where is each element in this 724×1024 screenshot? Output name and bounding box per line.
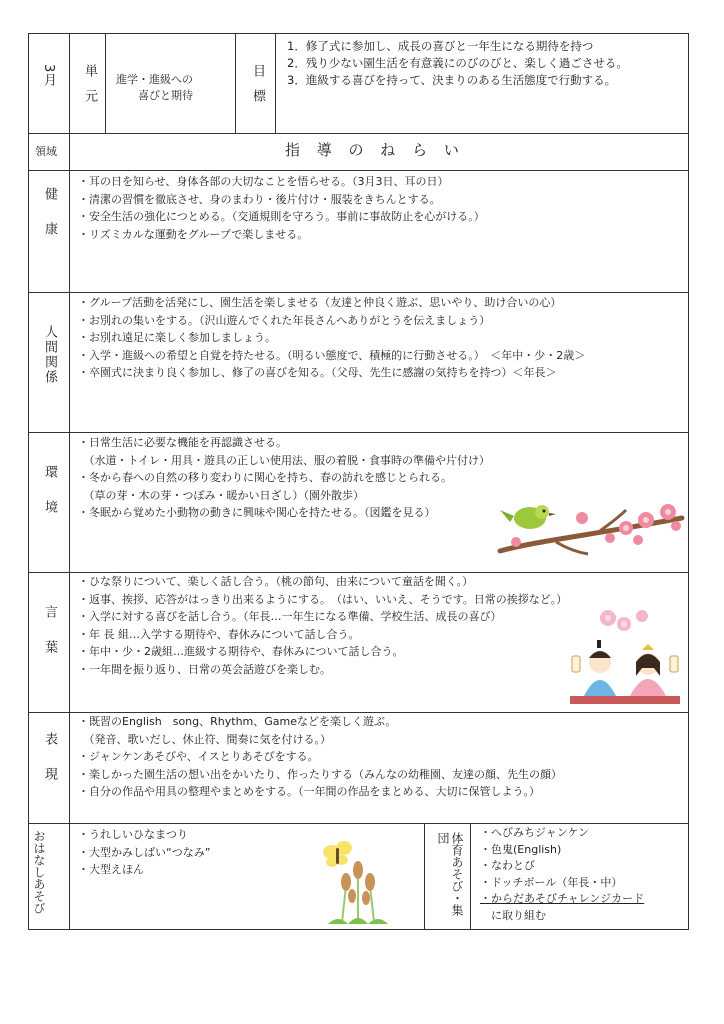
- list-item: ・既習のEnglish song、Rhythm、Gameなどを楽しく遊ぶ。: [78, 715, 397, 728]
- divider-label-col: [69, 33, 70, 930]
- environment-items: [78, 434, 490, 522]
- list-item: ・ジャンケンあそびや、イスとりあそびをする。: [78, 750, 319, 763]
- list-item: ・自分の作品や用具の整理やまとめをする。（一年間の作品をまとめる、大切に保管しよう。）: [78, 785, 540, 798]
- list-item: に取り組む: [480, 908, 546, 922]
- section-label-language: 言葉: [42, 605, 57, 675]
- list-item: （発音、歌いだし、休止符、間奏に気を付ける。）: [78, 732, 331, 746]
- pe-group-play-label: 体育あそび・集団: [436, 832, 464, 916]
- goal-list: [287, 38, 628, 89]
- list-item: ・耳の日を知らせ、身体各部の大切なことを悟らせる。（3月3日、耳の日）: [78, 175, 449, 188]
- list-item: ・楽しかった園生活の想い出をかいたり、作ったりする（みんなの幼稚園、友達の顔、先生の顔）: [78, 767, 562, 781]
- section-label-expression: 表現: [42, 732, 57, 802]
- hina-dolls-illustration: [566, 606, 684, 706]
- list-item: ・なわとび: [480, 859, 535, 872]
- divider-unit-title: [235, 33, 236, 133]
- unit-title-line1: 進学・進級への: [116, 73, 193, 86]
- month-label: 3月: [41, 64, 56, 88]
- divider-play-items: [470, 823, 471, 930]
- list-item: ・へびみちジャンケン: [480, 826, 590, 839]
- language-items: [78, 573, 567, 678]
- list-item: （草の芽・木の芽・つぼみ・暖かい日ざし）（園外散歩）: [78, 488, 364, 502]
- section-label-relations: 人間関係: [42, 325, 57, 385]
- divider-aims: [28, 170, 689, 171]
- list-item: ・年中・少・2歳組…進級する期待や、春休みについて話し合う。: [78, 645, 404, 658]
- list-item: ・大型かみしばい“つなみ”: [78, 845, 211, 859]
- list-item: ・リズミカルな運動をグループで楽しませる。: [78, 227, 309, 241]
- goal-label: 目標: [250, 64, 265, 114]
- list-item: ・冬から春への自然の移り変わりに関心を持ち、春の訪れを感じとられる。: [78, 471, 452, 484]
- list-item: ・ドッチボール（年長・中）: [480, 875, 623, 889]
- list-item: ・お別れ遠足に楽しく参加しましょう。: [78, 331, 276, 344]
- domain-label: 領域: [35, 145, 57, 158]
- list-item: ・お別れの集いをする。（沢山遊んでくれた年長さんへありがとうを伝えましょう）: [78, 313, 491, 327]
- list-item: ・入学・進級への希望と自覚を持たせる。（明るい態度で、積極的に行動させる。） ＜年中・少・2歳＞: [78, 348, 586, 362]
- list-item: ・清潔の習慣を徹底させ、身のまわり・後片付け・服装をきちんとする。: [78, 192, 441, 206]
- unit-label: 単元: [82, 64, 97, 114]
- list-item: ・冬眠から覚めた小動物の動きに興味や関心を持たせる。（図鑑を見る）: [78, 506, 436, 519]
- expression-items: [78, 713, 562, 801]
- list-item: ・入学に対する喜びを話し合う。（年長…一年生になる準備、学校生活、成長の喜び）: [78, 610, 502, 623]
- list-item: ・からだあそびチャレンジカード: [480, 892, 645, 905]
- list-item: ・一年間を振り返り、日常の英会話遊びを楽しむ。: [78, 662, 331, 676]
- list-item: ・色鬼(English): [480, 842, 562, 856]
- divider-health: [28, 292, 689, 293]
- list-item: ・大型えほん: [78, 863, 144, 876]
- aims-title: 指 導 の ね ら い: [285, 141, 465, 159]
- butterfly-horsetail-illustration: [318, 836, 398, 928]
- divider-relations: [28, 432, 689, 433]
- health-items: [78, 173, 485, 243]
- list-item: ・卒園式に決まり良く参加し、修了の喜びを知る。（父母、先生に感謝の気持ちを持つ）＜年長＞: [78, 366, 557, 379]
- bird-plum-branch-illustration: [496, 496, 686, 558]
- goal-item: 3．進級する喜びを持って、決まりのある生活態度で行動する。: [287, 73, 617, 87]
- divider-play-label: [424, 823, 425, 930]
- divider-unit-label: [105, 33, 106, 133]
- unit-title-line2: 喜びと期待: [138, 89, 193, 102]
- list-item: ・うれしいひなまつり: [78, 828, 188, 841]
- divider-header: [28, 133, 689, 134]
- story-play-label: おはなしあそび: [32, 830, 46, 914]
- divider-expression: [28, 823, 689, 824]
- goal-item: 1．修了式に参加し、成長の喜びと一年生になる期待を持つ: [287, 39, 594, 53]
- list-item: ・ひな祭りについて、楽しく話し合う。（桃の節句、由来について童話を聞く。）: [78, 575, 474, 588]
- divider-goal-label: [275, 33, 276, 133]
- list-item: ・グループ活動を活発にし、園生活を楽しませる（友達と仲良く遊ぶ、思いやり、助け合いの心）: [78, 296, 562, 309]
- list-item: ・安全生活の強化につとめる。（交通規則を守ろう。事前に事故防止を心がける。）: [78, 210, 485, 223]
- section-label-health: 健康: [42, 187, 57, 257]
- relations-items: [78, 294, 585, 382]
- story-items: [78, 826, 210, 879]
- play-items: [480, 825, 644, 924]
- section-label-environment: 環境: [42, 465, 57, 535]
- list-item: ・返事、挨拶、応答がはっきり出来るようにする。 （はい、いいえ、そうです。日常の挨拶など。）: [78, 592, 568, 606]
- list-item: ・日常生活に必要な機能を再認識させる。: [78, 436, 287, 449]
- list-item: （水道・トイレ・用具・遊具の正しい使用法、服の着脱・食事時の準備や片付け）: [78, 453, 490, 467]
- list-item: ・年 長 組…入学する期待や、春休みについて話し合う。: [78, 627, 360, 641]
- goal-item: 2．残り少ない園生活を有意義にのびのびと、楽しく過ごさせる。: [287, 56, 628, 70]
